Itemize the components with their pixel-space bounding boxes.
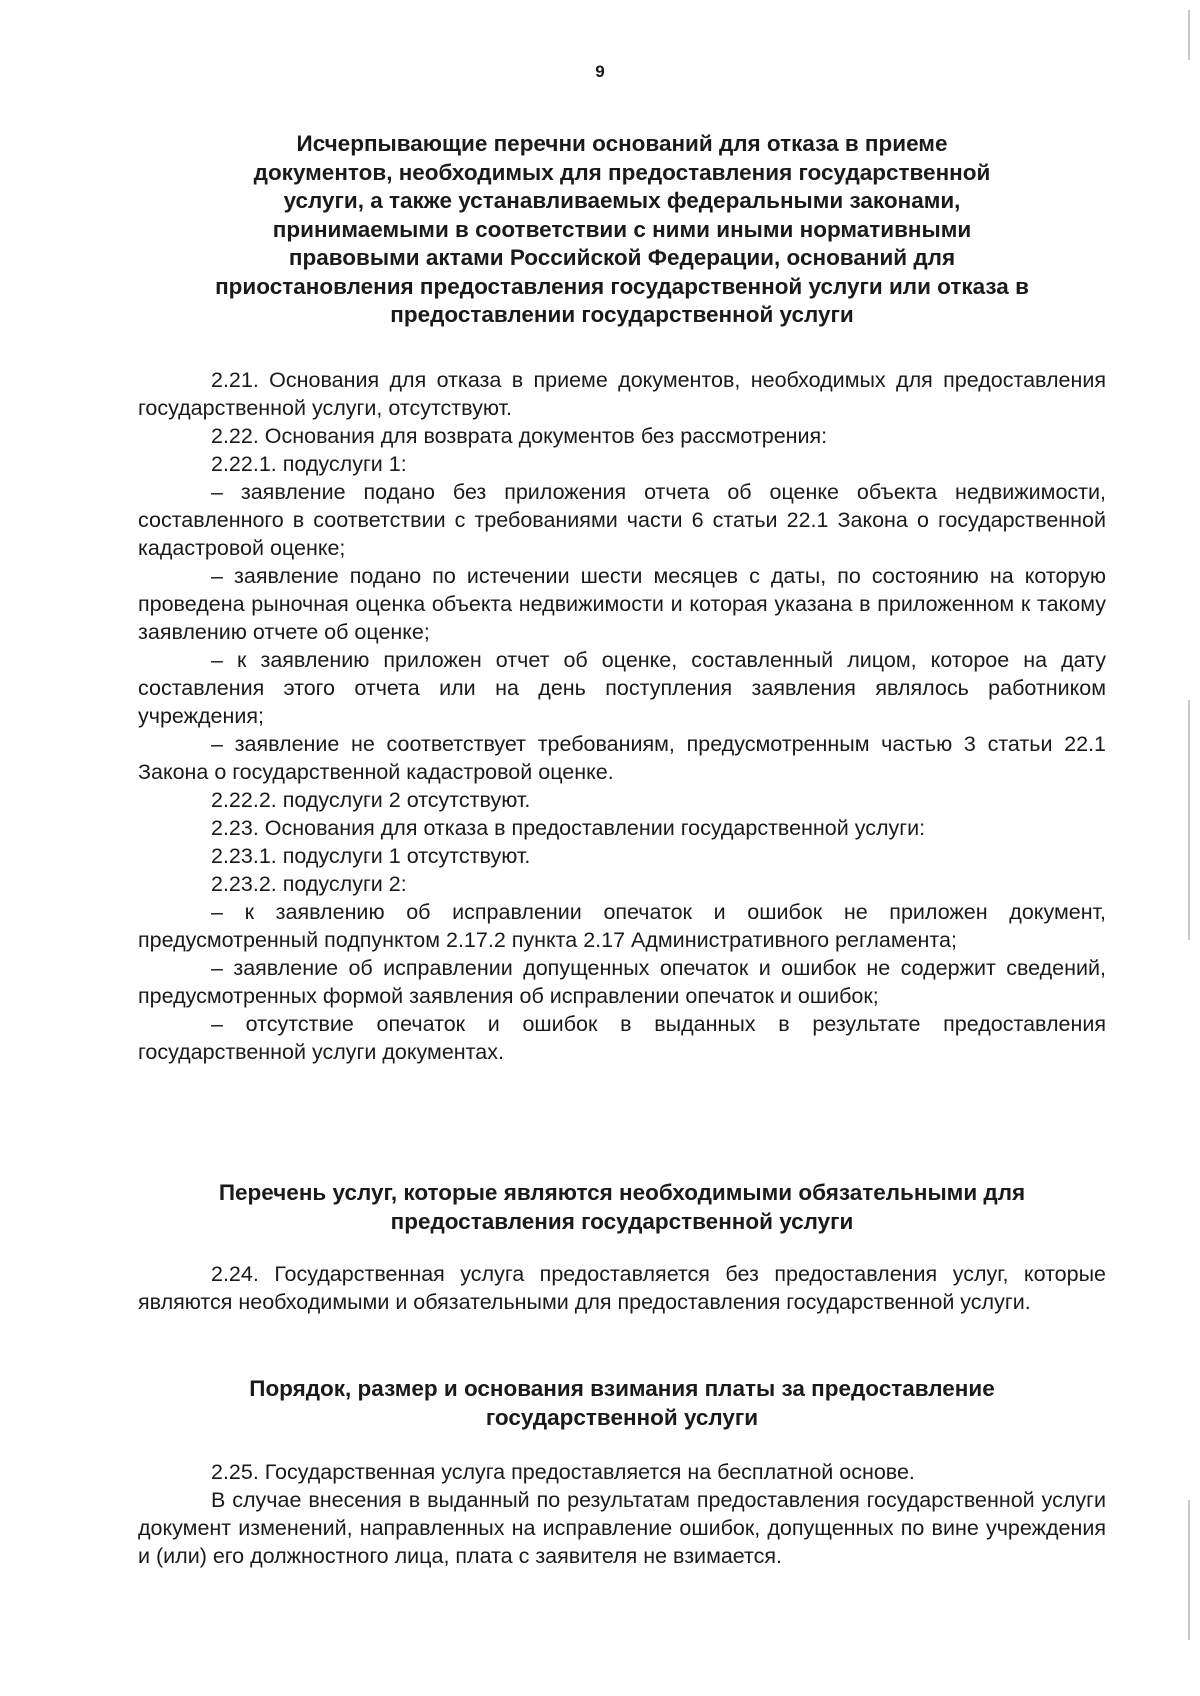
heading-line: приостановления предоставления государственной услуги или отказа в — [215, 273, 1029, 299]
paragraph-2-22-1: 2.22.1. подуслуги 1: — [211, 452, 407, 476]
section-body-fee — [138, 1458, 1106, 1570]
paragraph-2-22: 2.22. Основания для возврата документов без рассмотрения: — [211, 424, 828, 448]
paragraph-2-23: 2.23. Основания для отказа в предоставлении государственной услуги: — [211, 816, 926, 840]
list-item: – заявление не соответствует требованиям, предусмотренным частью 3 статьи 22.1 Закона о государственной кадастровой оценке. — [138, 732, 1106, 784]
heading-line: Перечень услуг, которые являются необходимыми обязательными для — [218, 1180, 1026, 1205]
scan-edge-mark — [1188, 10, 1190, 60]
scan-edge-mark — [1188, 1500, 1190, 1640]
heading-line: Исчерпывающие перечни оснований для отказа в приеме — [296, 131, 948, 156]
heading-line: услуги, а также устанавливаемых федеральными законами, — [283, 188, 961, 213]
list-item: – заявление подано без приложения отчета об оценке объекта недвижимости, составленного в соответствии с требованиями части 6 статьи 22.1 Закона о государственной кадастровой оценке; — [138, 480, 1106, 560]
heading-line: предоставлении государственной услуги — [390, 302, 854, 327]
paragraph-2-22-2: 2.22.2. подуслуги 2 отсутствуют. — [211, 788, 531, 812]
paragraph-2-23-1: 2.23.1. подуслуги 1 отсутствуют. — [211, 844, 531, 868]
paragraph-2-21: 2.21. Основания для отказа в приеме документов, необходимых для предоставления государственной услуги, отсутствуют. — [138, 368, 1106, 420]
section-body-required-services — [138, 1260, 1106, 1316]
list-item: – заявление об исправлении допущенных опечаток и ошибок не содержит сведений, предусмотренных формой заявления об исправлении опечаток и ошибок; — [138, 956, 1106, 1008]
section-heading-fee — [138, 1374, 1106, 1432]
section-body-refusal-grounds — [138, 366, 1106, 1066]
paragraph-fee-exemption: В случае внесения в выданный по результатам предоставления государственной услуги документ изменений, направленных на исправление ошибок, допущенных по вине учреждения и (или) его должностного лица, плата с заявителя не взимается. — [138, 1488, 1106, 1568]
heading-line: Порядок, размер и основания взимания платы за предоставление — [249, 1376, 995, 1401]
section-heading-required-services — [138, 1178, 1106, 1236]
section-heading-refusal-grounds — [138, 130, 1106, 330]
heading-line: принимаемыми в соответствии с ними иными нормативными — [272, 216, 972, 242]
paragraph-2-23-2: 2.23.2. подуслуги 2: — [211, 872, 407, 896]
scan-edge-mark — [1188, 700, 1190, 940]
paragraph-2-25: 2.25. Государственная услуга предоставляется на бесплатной основе. — [211, 1460, 915, 1484]
list-item: – к заявлению об исправлении опечаток и ошибок не приложен документ, предусмотренный подпунктом 2.17.2 пункта 2.17 Административного регламента; — [138, 900, 1106, 952]
list-item: – отсутствие опечаток и ошибок в выданных в результате предоставления государственной услуги документах. — [138, 1012, 1106, 1064]
page-number: 9 — [595, 62, 605, 81]
list-item: – к заявлению приложен отчет об оценке, составленный лицом, которое на дату составления этого отчета или на день поступления заявления являлось работником учреждения; — [138, 648, 1106, 728]
heading-line: предоставления государственной услуги — [390, 1209, 854, 1234]
list-item: – заявление подано по истечении шести месяцев с даты, по состоянию на которую проведена рыночная оценка объекта недвижимости и которая указана в приложенном к такому заявлению отчете об оценке; — [138, 564, 1106, 644]
heading-line: документов, необходимых для предоставления государственной — [253, 159, 991, 185]
heading-line: государственной услуги — [485, 1405, 759, 1430]
heading-line: правовыми актами Российской Федерации, оснований для — [288, 245, 956, 270]
paragraph-2-24: 2.24. Государственная услуга предоставляется без предоставления услуг, которые являются необходимыми и обязательными для предоставления государственной услуги. — [138, 1262, 1106, 1314]
